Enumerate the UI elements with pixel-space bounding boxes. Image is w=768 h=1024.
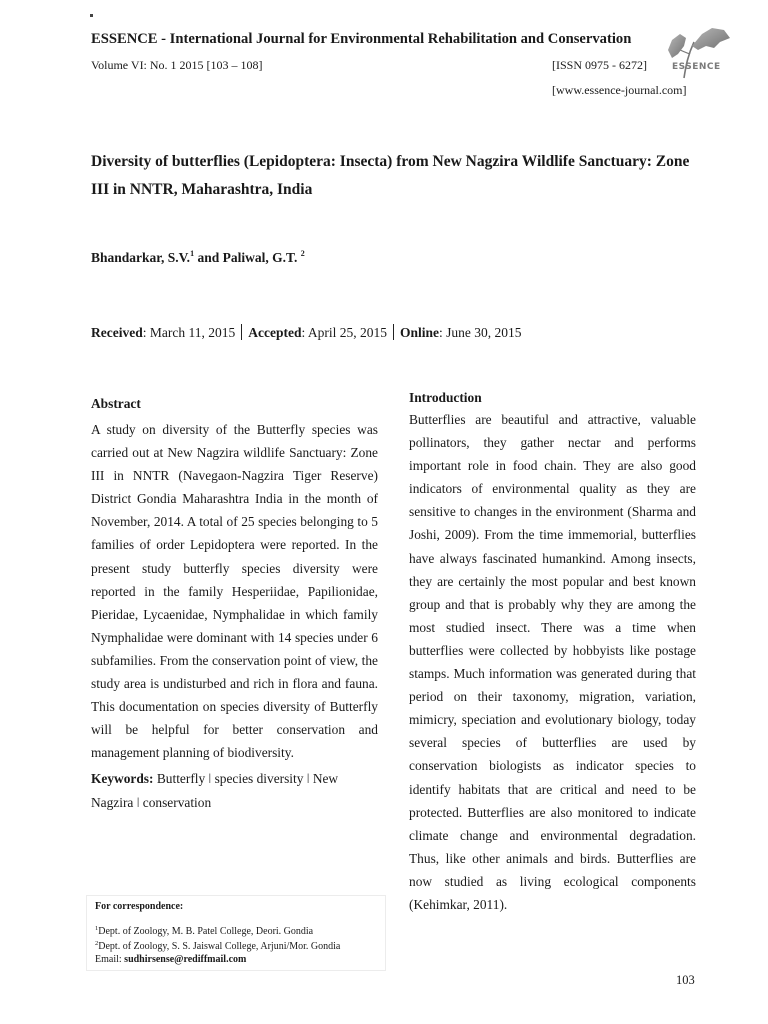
page-number: 103 [676, 973, 695, 987]
journal-logo [662, 20, 732, 80]
email-address[interactable]: sudhirsense@rediffmail.com [124, 953, 247, 965]
abstract-heading: Abstract [91, 396, 141, 411]
accepted-date: April 25, 2015 [307, 325, 387, 340]
author-name: Bhandarkar, S.V. [91, 250, 191, 265]
stray-mark [90, 14, 93, 17]
email-line [95, 954, 377, 967]
affiliation-mark: 1 [190, 249, 195, 258]
journal-title: ESSENCE - International Journal for Environmental Rehabilitation and Conservation [91, 31, 632, 47]
abstract-text: A study on diversity of the Butterfly species was carried out at New Nagzira wildlife Sanctuary: Zone III in NNTR (Navegaon-Nagzira Tiger Reserve) District Gondia Maharashtra India in the month of November, 2014. A total of 25 species belonging to 5 families of order Lepidoptera were reported. In the present study butterfly species diversity were reported in the family Hesperiidae, Papilionidae, Pieridae, Lycaenidae, Nymphalidae in which family Nymphalidae were dominant with 14 species under 6 subfamilies. From the conservation point of view, the study area is undisturbed and rich in flora and fauna. This documentation on species diversity of Butterfly will be helpful for better conservation and management planning of biodiversity. [91, 422, 378, 761]
date-separator [393, 324, 394, 340]
paper-title: Diversity of butterflies (Lepidoptera: Insecta) from New Nagzira Wildlife Sanctuary: Zone III in NNTR, Maharashtra, India [91, 153, 690, 198]
introduction-column [409, 388, 696, 916]
online-date: June 30, 2015 [446, 325, 522, 340]
online-label: Online [399, 325, 439, 340]
issn: [ISSN 0975 - 6272] [552, 58, 647, 72]
correspondence-box [86, 895, 386, 971]
author-joiner: and [194, 250, 223, 265]
date-separator [241, 324, 242, 340]
keywords-list: Butterfly ǀ species diversity ǀ New Nagzira ǀ conservation [91, 771, 339, 810]
affiliation-mark: 1 [95, 924, 99, 932]
keywords [91, 767, 378, 813]
affiliation-mark: 2 [300, 249, 305, 258]
introduction-heading: Introduction [409, 390, 482, 405]
affiliation-mark: 2 [95, 940, 99, 947]
affiliation-line [95, 938, 377, 954]
volume-info: Volume VI: No. 1 2015 [103 – 108] [91, 58, 263, 72]
abstract-column [91, 394, 378, 814]
introduction-text: Butterflies are beautiful and attractive, valuable pollinators, they gather nectar and performs important role in food chain. They are also good indicators of environmental quality as they are sensitive to changes in the environment (Sharma and Joshi, 2009). From the time immemorial, butterflies have always fascinated humankind. Among insects, they are certainly the most popular and best known group and that is probably why they are among the most studied insect. There was a time when butterflies were collected by hobbyists like postage stamps. Much information was generated during that period on their taxonomy, migration, variation, mimicry, speciation and evolutionary biology, today several species of butterflies are used by conservation biologists as indicator species to identify habitats that are critical and need to be protected. Butterflies are also monitored to indicate climate change and environmental degradation. Thus, like other animals and birds. Butterflies are now studied as living ecological components (Kehimkar, 2011). [409, 412, 696, 912]
keywords-label: Keywords: [91, 771, 154, 787]
affiliation-text: Dept. of Zoology, S. S. Jaiswal College, Arjuni/Mor. Gondia [98, 941, 341, 952]
author-name: Paliwal, G.T. [222, 250, 298, 265]
accepted-label: Accepted [248, 325, 302, 340]
affiliation-line [95, 923, 377, 939]
journal-website: [www.essence-journal.com] [552, 83, 687, 97]
received-date: March 11, 2015 [149, 325, 236, 340]
logo-text: ESSENCE [672, 62, 721, 72]
email-label: Email: [95, 953, 125, 965]
author-list [91, 249, 305, 266]
correspondence-heading: For correspondence: [95, 901, 184, 912]
affiliation-text: Dept. of Zoology, M. B. Patel College, Deori. Gondia [98, 925, 314, 937]
received-label: Received [91, 325, 143, 340]
publication-dates: Received: March 11, 2015 Accepted: April 25, 2015 Online: June 30, 2015 [91, 325, 522, 340]
